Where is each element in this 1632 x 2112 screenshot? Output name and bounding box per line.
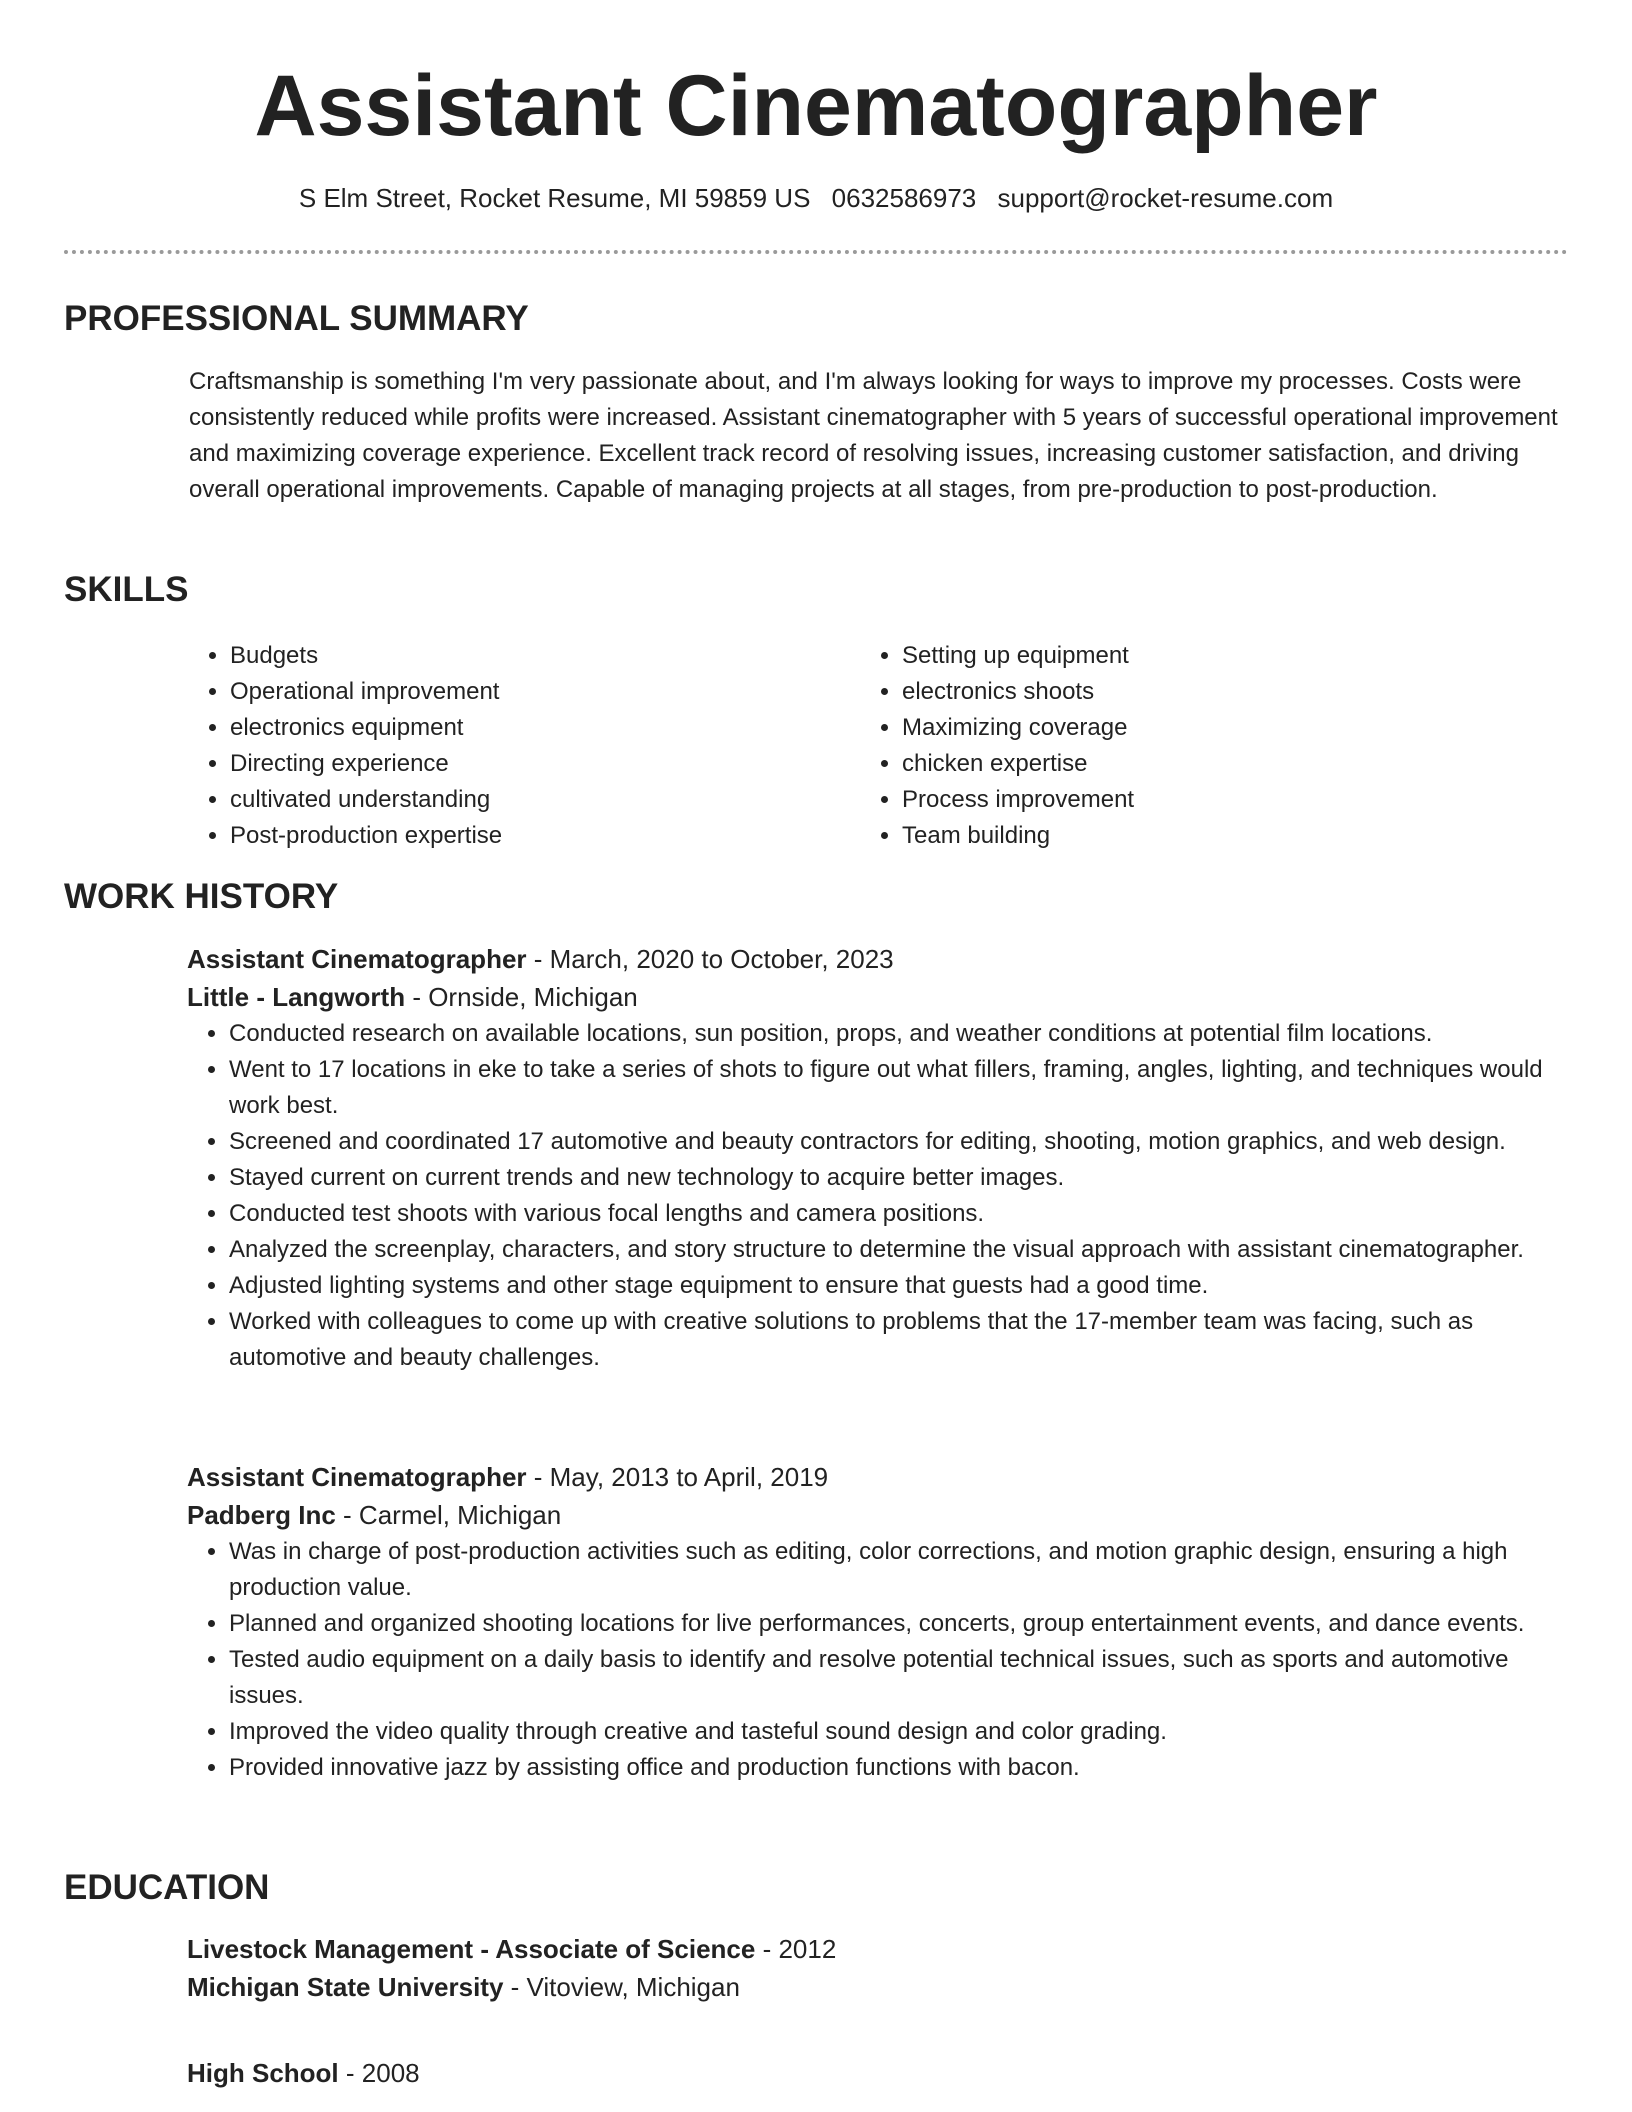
job-bullet: • Was in charge of post-production activities such as editing, color corrections, and motion graphic design, ensuring a high production value. [229,1534,1567,1606]
job-entry [187,1458,1567,1786]
job-bullet: • Analyzed the screenplay, characters, and story structure to determine the visual approach with assistant cinematographer. [229,1232,1567,1268]
education-entry [187,1930,1567,2006]
skill-item: • cultivated understanding [230,782,826,818]
job-title-line [187,1458,1567,1496]
job-company: Padberg Inc [187,1500,336,1530]
job-bullet: • Conducted test shoots with various focal lengths and camera positions. [229,1196,1567,1232]
job-bullet: • Stayed current on current trends and new technology to acquire better images. [229,1160,1567,1196]
education-degree: Livestock Management - Associate of Science [187,1934,756,1964]
job-bullet: • Tested audio equipment on a daily basis to identify and resolve potential technical issues, such as sports and automotive issues. [229,1642,1567,1714]
skill-item: • Directing experience [230,746,826,782]
job-bullet: • Screened and coordinated 17 automotive and beauty contractors for editing, shooting, motion graphics, and web design. [229,1124,1567,1160]
job-company-line [187,1496,1567,1534]
skills-list-right [858,638,1498,854]
education-degree-line [187,2054,1567,2092]
education-degree: High School [187,2058,339,2088]
job-bullet: • Provided innovative jazz by assisting office and production functions with bacon. [229,1750,1567,1786]
address: S Elm Street, Rocket Resume, MI 59859 US [298,183,811,213]
skill-item: • chicken expertise [902,746,1498,782]
job-location: - Ornside, Michigan [405,982,638,1012]
education-year: - 2012 [755,1934,837,1964]
skill-item: • Team building [902,818,1498,854]
header-divider [64,250,1568,254]
job-company-line [187,978,1567,1016]
skill-item: • Post-production expertise [230,818,826,854]
skill-item: • Setting up equipment [902,638,1498,674]
section-title-skills: SKILLS [64,570,189,609]
phone: 0632586973 [831,183,977,213]
job-role: Assistant Cinematographer [187,944,527,974]
education-school-line [187,1968,1567,2006]
summary-text: Craftsmanship is something I'm very passionate about, and I'm always looking for ways to improve my processes. Costs were consistently reduced while profits were increased. Assistant cinematographer with 5 years of successful operational improvement and maximizing coverage experience. Excellent track record of resolving issues, increasing customer satisfaction, and driving overall operational improvements. Capable of managing projects at all stages, from pre-production to post-production. [189,368,1558,503]
education-degree-line [187,1930,1567,1968]
job-role: Assistant Cinematographer [187,1462,527,1492]
job-bullet: • Planned and organized shooting locations for live performances, concerts, group entertainment events, and dance events. [229,1606,1567,1642]
summary-section [64,297,1568,341]
section-title-education: EDUCATION [64,1868,270,1907]
job-bullet: • Improved the video quality through creative and tasteful sound design and color grading. [229,1714,1567,1750]
work-section [64,875,1568,919]
skill-item: • Maximizing coverage [902,710,1498,746]
job-company: Little - Langworth [187,982,406,1012]
job-title-line [187,940,1567,978]
section-title-work: WORK HISTORY [64,877,339,916]
job-location: - Carmel, Michigan [335,1500,562,1530]
job-bullet: • Worked with colleagues to come up with creative solutions to problems that the 17-member team was facing, such as automotive and beauty challenges. [229,1304,1567,1376]
skills-list-left [186,638,826,854]
email: support@rocket-resume.com [997,183,1334,213]
job-dates: - May, 2013 to April, 2019 [526,1462,829,1492]
section-title-summary: PROFESSIONAL SUMMARY [64,299,529,338]
job-dates: - March, 2020 to October, 2023 [526,944,894,974]
skill-item: • Budgets [230,638,826,674]
job-bullet: • Conducted research on available locations, sun position, props, and weather conditions at potential film locations. [229,1016,1567,1052]
education-location: - Vitoview, Michigan [503,1972,740,2002]
education-section [64,1866,1568,1910]
job-entry [187,940,1567,1376]
skill-item: • electronics equipment [230,710,826,746]
education-school: Michigan State University [187,1972,504,2002]
job-bullet: • Went to 17 locations in eke to take a series of shots to figure out what fillers, framing, angles, lighting, and techniques would work best. [229,1052,1567,1124]
skill-item: • Operational improvement [230,674,826,710]
contact-line [0,180,1632,216]
skills-section [64,568,1568,612]
education-entry [187,2054,1567,2092]
job-bullet: • Adjusted lighting systems and other stage equipment to ensure that guests had a good time. [229,1268,1567,1304]
candidate-name: Assistant Cinematographer [254,58,1378,154]
education-year: - 2008 [338,2058,420,2088]
skill-item: • electronics shoots [902,674,1498,710]
skill-item: • Process improvement [902,782,1498,818]
